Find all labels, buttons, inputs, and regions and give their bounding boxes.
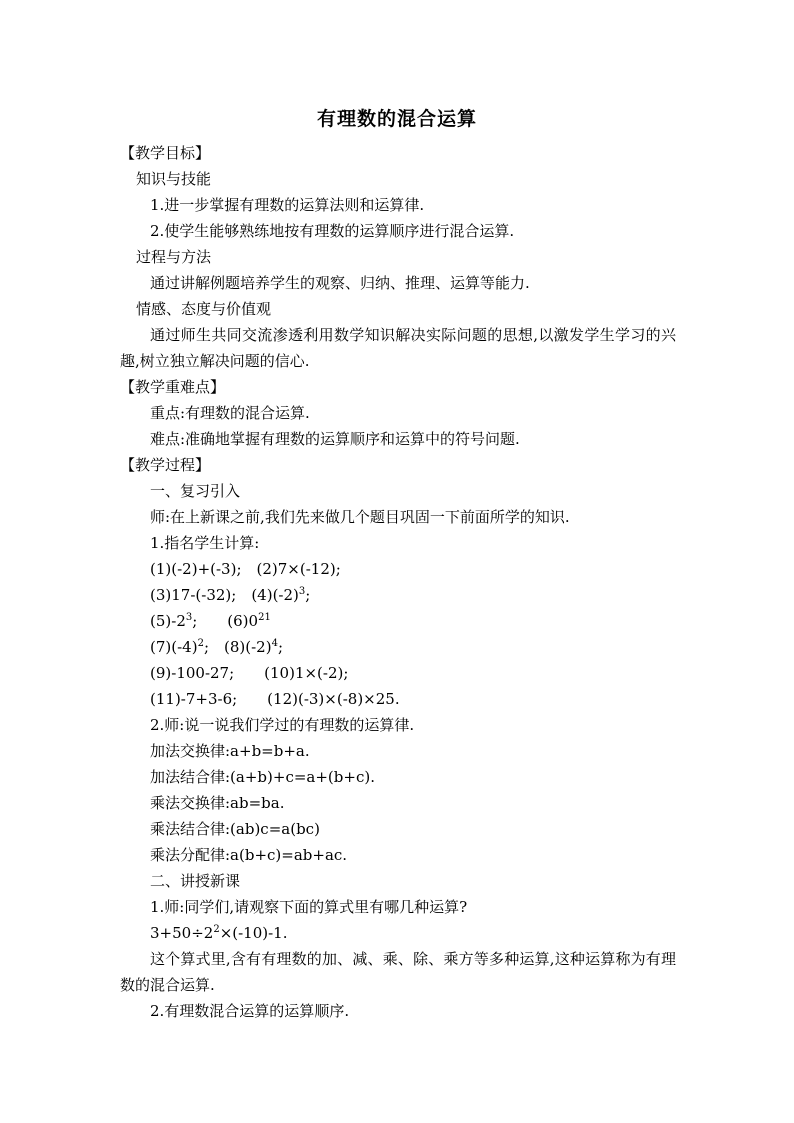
knowledge-item-1: 1.进一步掌握有理数的运算法则和运算律.: [150, 196, 425, 214]
exponent: 21: [258, 612, 271, 623]
section-heading-process: 【教学过程】: [120, 456, 211, 474]
process-text: 通过讲解例题培养学生的观察、归纳、推理、运算等能力.: [150, 274, 530, 292]
exercise-row-3: [120, 608, 676, 634]
exercise-row-3-b: ; (6)0: [192, 612, 259, 630]
exercise-row-6: (11)-7+3-6; (12)(-3)×(-8)×25.: [150, 690, 400, 708]
exponent: 3: [185, 612, 193, 623]
teacher-intro: 师:在上新课之前,我们先来做几个题目巩固一下前面所学的知识.: [150, 508, 570, 526]
exercise-row-3-a: (5)-2: [150, 612, 186, 630]
formula-part-a: 3+50÷2: [150, 924, 214, 942]
exponent: 2: [197, 638, 204, 649]
difficult-point: 难点:准确地掌握有理数的运算顺序和运算中的符号问题.: [150, 430, 520, 448]
key-point: 重点:有理数的混合运算.: [150, 404, 310, 422]
exercise-row-4: [120, 634, 676, 660]
review-heading: 一、复习引入: [150, 482, 241, 500]
new-lesson-item-1: 1.师:同学们,请观察下面的算式里有哪几种运算?: [150, 898, 468, 916]
formula: [120, 920, 676, 946]
law-addition-commutative: 加法交换律:a+b=b+a.: [150, 742, 310, 760]
exercise-row-4-a: (7)(-4): [150, 638, 198, 656]
order-heading: 2.有理数混合运算的运算顺序.: [150, 1002, 350, 1020]
calc-heading: 1.指名学生计算:: [150, 534, 260, 552]
formula-explanation: 这个算式里,含有有理数的加、减、乘、除、乘方等多种运算,这种运算称为有理数的混合运算.: [120, 950, 676, 994]
exponent: 2: [213, 924, 220, 935]
attitude-text: 通过师生共同交流渗透利用数学知识解决实际问题的思想,以激发学生学习的兴趣,树立独立解决问题的信心.: [120, 326, 676, 370]
law-multiplication-commutative: 乘法交换律:ab=ba.: [150, 794, 285, 812]
page-title: 有理数的混合运算: [316, 108, 477, 130]
exercise-row-5: (9)-100-27; (10)1×(-2);: [150, 664, 349, 682]
section-heading-key-points: 【教学重难点】: [120, 378, 226, 396]
exercise-row-2: [120, 582, 676, 608]
exponent: 4: [271, 638, 278, 649]
exercise-row-1: (1)(-2)+(-3); (2)7×(-12);: [150, 560, 341, 578]
law-distributive: 乘法分配律:a(b+c)=ab+ac.: [150, 846, 348, 864]
new-lesson-heading: 二、讲授新课: [150, 872, 241, 890]
law-multiplication-associative: 乘法结合律:(ab)c=a(bc): [150, 820, 320, 838]
subheading-knowledge: 知识与技能: [136, 170, 212, 188]
section-heading-goals: 【教学目标】: [120, 144, 211, 162]
exercise-row-4-end: ;: [277, 638, 284, 656]
exercise-row-4-b: ; (8)(-2): [203, 638, 272, 656]
law-addition-associative: 加法结合律:(a+b)+c=a+(b+c).: [150, 768, 375, 786]
subheading-attitude: 情感、态度与价值观: [136, 300, 272, 318]
exercise-row-2-end: ;: [305, 586, 311, 604]
knowledge-item-2: 2.使学生能够熟练地按有理数的运算顺序进行混合运算.: [150, 222, 515, 240]
laws-heading: 2.师:说一说我们学过的有理数的运算律.: [150, 716, 415, 734]
formula-part-b: ×(-10)-1.: [219, 924, 288, 942]
document-body: [120, 140, 676, 1024]
subheading-process: 过程与方法: [136, 248, 212, 266]
exponent: 3: [298, 586, 306, 597]
exercise-row-2-text: (3)17-(-32); (4)(-2): [150, 586, 299, 604]
